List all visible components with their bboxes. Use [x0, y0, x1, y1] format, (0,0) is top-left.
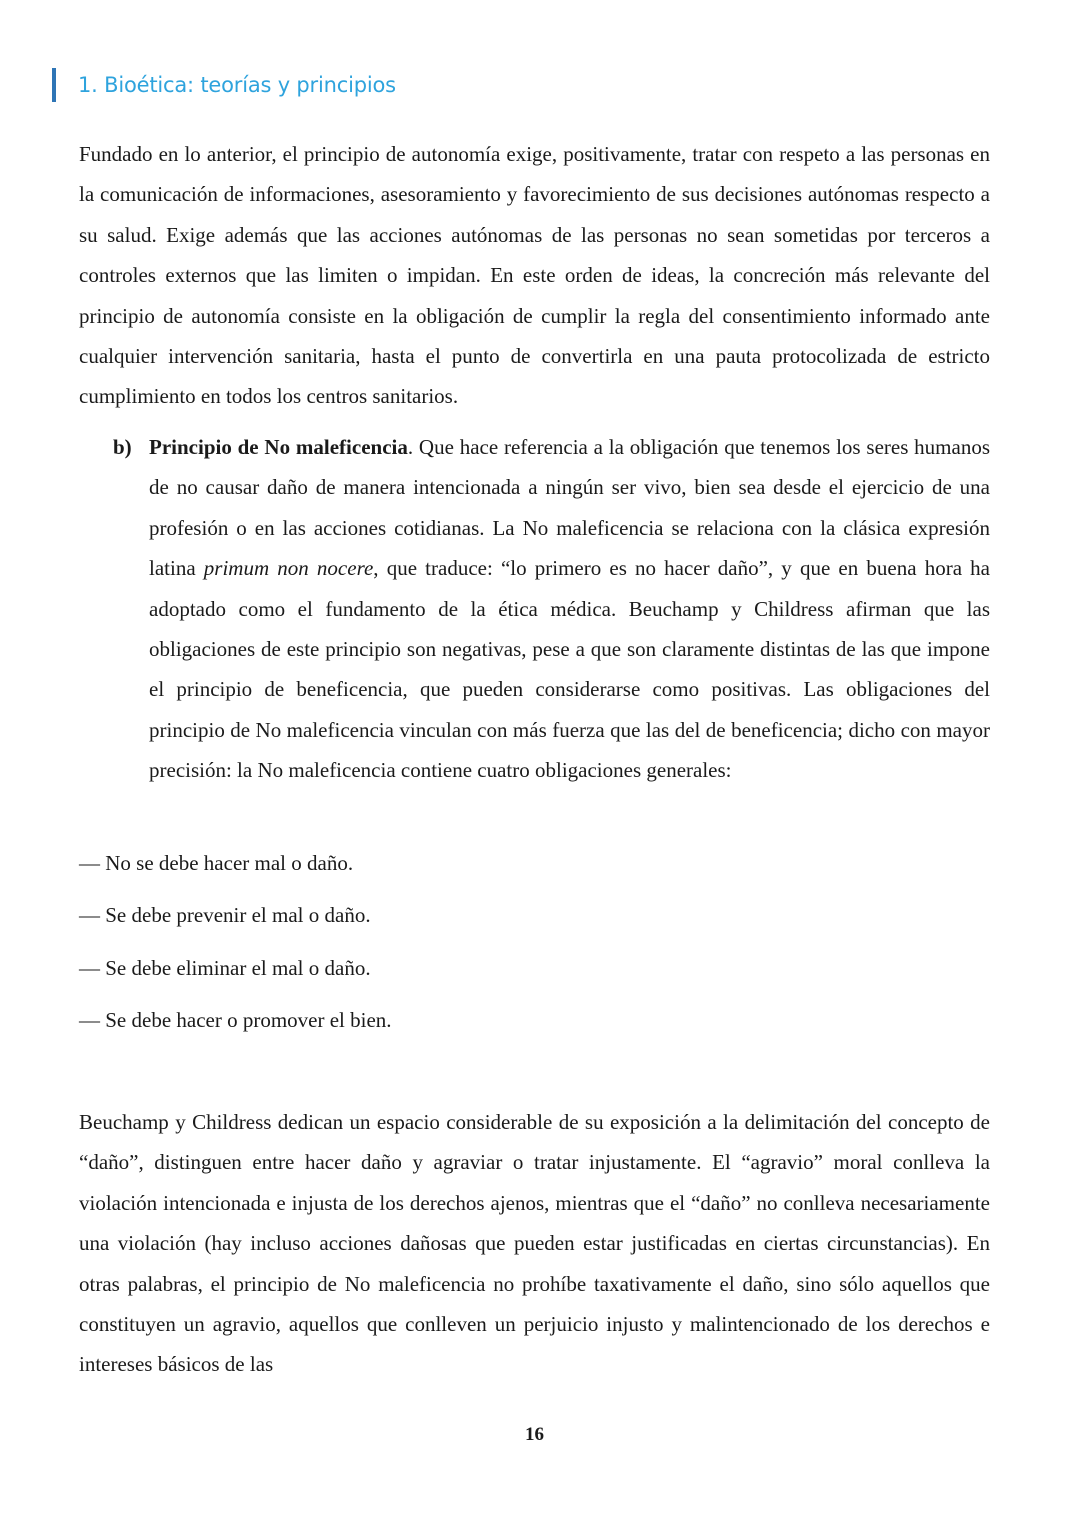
- page-number: 16: [525, 1424, 544, 1445]
- section-header: [52, 68, 396, 102]
- list-item: — Se debe prevenir el mal o daño.: [79, 903, 371, 928]
- principle-b-paragraph: [149, 427, 990, 791]
- principle-b-text-1: . Que hace referencia a la obligación que tenemos los seres humanos de no causar daño de manera intencionada a ningún ser vivo, bien sea desde el ejercicio de una profesión o en las acciones cotidianas. La No maleficencia se relaciona con la clásica expresión latina: [149, 435, 991, 581]
- latin-phrase: primum non nocere: [203, 556, 374, 581]
- list-item: — Se debe eliminar el mal o daño.: [79, 955, 371, 980]
- list-item: — No se debe hacer mal o daño.: [79, 851, 354, 875]
- principle-b-marker: b): [113, 435, 132, 459]
- list-item: — Se debe hacer o promover el bien.: [79, 1007, 392, 1032]
- paragraph-autonomy: Fundado en lo anterior, el principio de autonomía exige, positivamente, tratar con respeto a las personas en la comunicación de informaciones, asesoramiento y favorecimiento de sus decisiones autónomas respecto a su salud. Exige además que las acciones autónomas de las personas no sean sometidas por terceros a controles externos que las limiten o impidan. En este orden de ideas, la concreción más relevante del principio de autonomía consiste en la obligación de cumplir la regla del consentimiento informado ante cualquier intervención sanitaria, hasta el punto de convertirla en una pauta protocolizada de estricto cumplimiento en todos los centros sanitarios.: [79, 142, 990, 409]
- principle-b-text-2: , que traduce: “lo primero es no hacer daño”, y que en buena hora ha adoptado como el fundamento de la ética médica. Beuchamp y Childress afirman que las obligaciones de este principio son negativas, pese a que son claramente distintas de las que impone el principio de beneficencia, que pueden considerarse como positivas. Las obligaciones del principio de No maleficencia vinculan con más fuerza que las del de beneficencia; dicho con mayor precisión: la No maleficencia contiene cuatro obligaciones generales:: [149, 556, 990, 783]
- principle-b-title: Principio de No maleficencia: [149, 435, 408, 459]
- section-title: 1. Bioética: teorías y principios: [78, 73, 396, 97]
- obligations-list: [79, 843, 392, 1052]
- paragraph-harm: Beuchamp y Childress dedican un espacio considerable de su exposición a la delimitación del concepto de “daño”, distinguen entre hacer daño y agraviar o tratar injustamente. El “agravio” moral conlleva la violación intencionada e injusta de los derechos ajenos, mientras que el “daño” no conlleva necesariamente una violación (hay incluso acciones dañosas que pueden estar justificadas en ciertas circunstancias). En otras palabras, el principio de No maleficencia no prohíbe taxativamente el daño, sino sólo aquellos que constituyen un agravio, aquellos que conlleven un perjuicio injusto y malintencionado de los derechos e intereses básicos de las: [79, 1110, 990, 1377]
- header-accent-bar: [52, 68, 56, 102]
